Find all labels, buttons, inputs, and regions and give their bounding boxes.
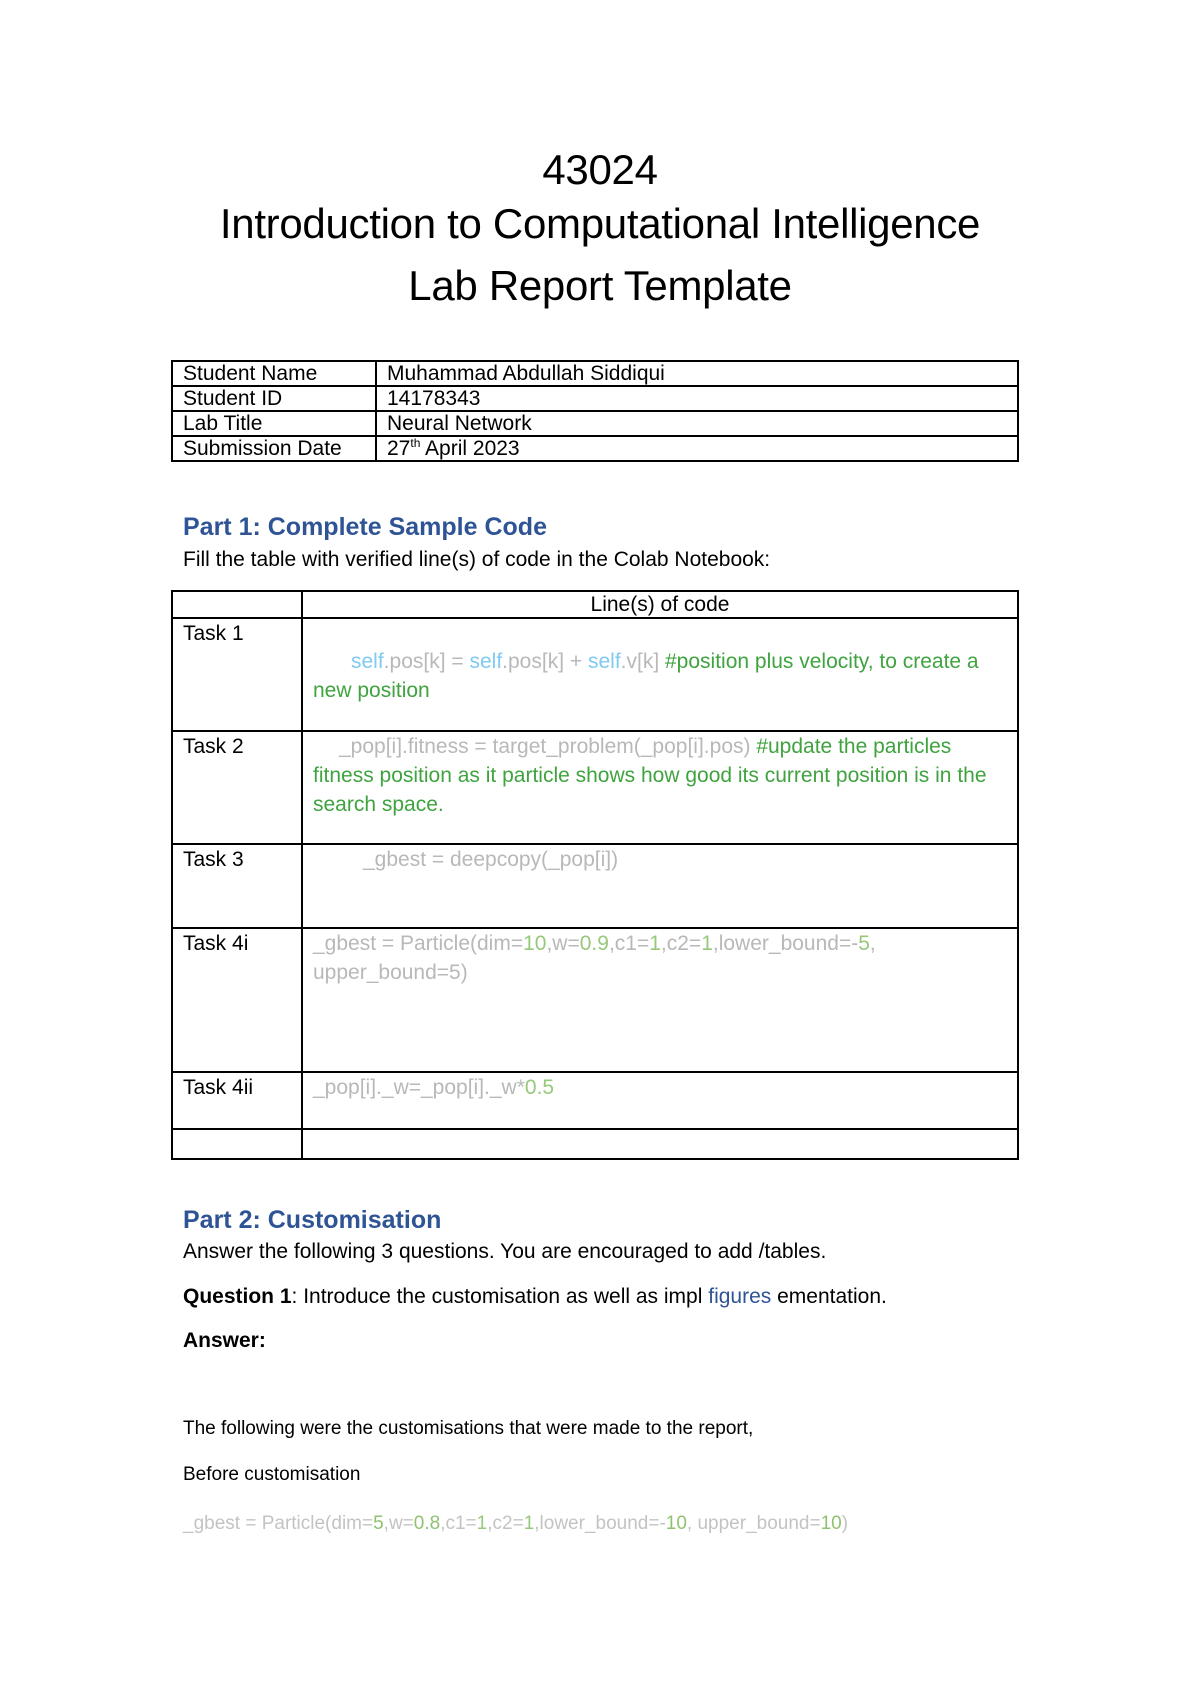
- info-label: Student ID: [172, 386, 376, 411]
- code-table-header-row: [172, 591, 1018, 618]
- question-1: Question 1: Introduce the customisation as well as impl figures ementation.: [183, 1285, 887, 1308]
- part2-instruction: Answer the following 3 questions. You are encouraged to add /tables.: [183, 1240, 827, 1263]
- part1-instruction: Fill the table with verified line(s) of code in the Colab Notebook:: [183, 548, 771, 571]
- info-row: [172, 436, 1018, 461]
- task-code: self.pos[k] = self.pos[k] + self.v[k] #position plus velocity, to create a new position: [302, 618, 1018, 731]
- column-header: Line(s) of code: [302, 591, 1018, 618]
- date-rest: April 2023: [420, 437, 520, 460]
- question-1-label: Question 1: [183, 1285, 292, 1308]
- figures-link[interactable]: figures: [708, 1285, 772, 1308]
- title-block: [0, 143, 1200, 313]
- student-info-table: [171, 360, 1019, 462]
- task-code: _gbest = deepcopy(_pop[i]): [302, 844, 1018, 928]
- info-row: [172, 411, 1018, 436]
- info-label: Submission Date: [172, 436, 376, 461]
- course-name: Introduction to Computational Intelligence: [219, 200, 981, 247]
- task-code: _pop[i]._w=_pop[i]._w*0.5: [302, 1072, 1018, 1129]
- task-row: [172, 731, 1018, 844]
- before-code-line: _gbest = Particle(dim=5,w=0.8,c1=1,c2=1,lower_bound=-10, upper_bound=10): [183, 1513, 849, 1534]
- date-day: 27: [387, 437, 411, 460]
- task-row: [172, 618, 1018, 731]
- document-title: Lab Report Template: [408, 262, 792, 309]
- task-label: Task 4ii: [172, 1072, 302, 1129]
- task-code: _pop[i].fitness = target_problem(_pop[i].pos) #update the particles fitness position as it particle shows how good its current position is in the search space.: [302, 731, 1018, 844]
- info-label: Student Name: [172, 361, 376, 386]
- course-code: 43024: [542, 146, 658, 193]
- task-code: _gbest = Particle(dim=10,w=0.9,c1=1,c2=1,lower_bound=-5, upper_bound=5): [302, 928, 1018, 1072]
- before-customisation-label: Before customisation: [183, 1464, 361, 1485]
- task-label: Task 1: [172, 618, 302, 731]
- info-value: Muhammad Abdullah Siddiqui: [376, 361, 1018, 386]
- date-suffix: th: [410, 436, 421, 450]
- info-row: [172, 361, 1018, 386]
- info-value: Neural Network: [376, 411, 1018, 436]
- part2-heading: Part 2: Customisation: [183, 1206, 442, 1234]
- task-row: [172, 1072, 1018, 1129]
- task-label: Task 2: [172, 731, 302, 844]
- task-label: Task 3: [172, 844, 302, 928]
- code-table: [171, 590, 1019, 1160]
- submission-date-value: [376, 436, 1018, 461]
- part1-heading: Part 1: Complete Sample Code: [183, 513, 547, 541]
- info-value: 14178343: [376, 386, 1018, 411]
- empty-header-cell: [172, 591, 302, 618]
- task-label: Task 4i: [172, 928, 302, 1072]
- answer-label: Answer:: [183, 1329, 266, 1352]
- info-label: Lab Title: [172, 411, 376, 436]
- info-row: [172, 386, 1018, 411]
- empty-row: [172, 1129, 1018, 1159]
- answer-paragraph: The following were the customisations that were made to the report,: [183, 1418, 754, 1439]
- task-row: [172, 844, 1018, 928]
- task-row: [172, 928, 1018, 1072]
